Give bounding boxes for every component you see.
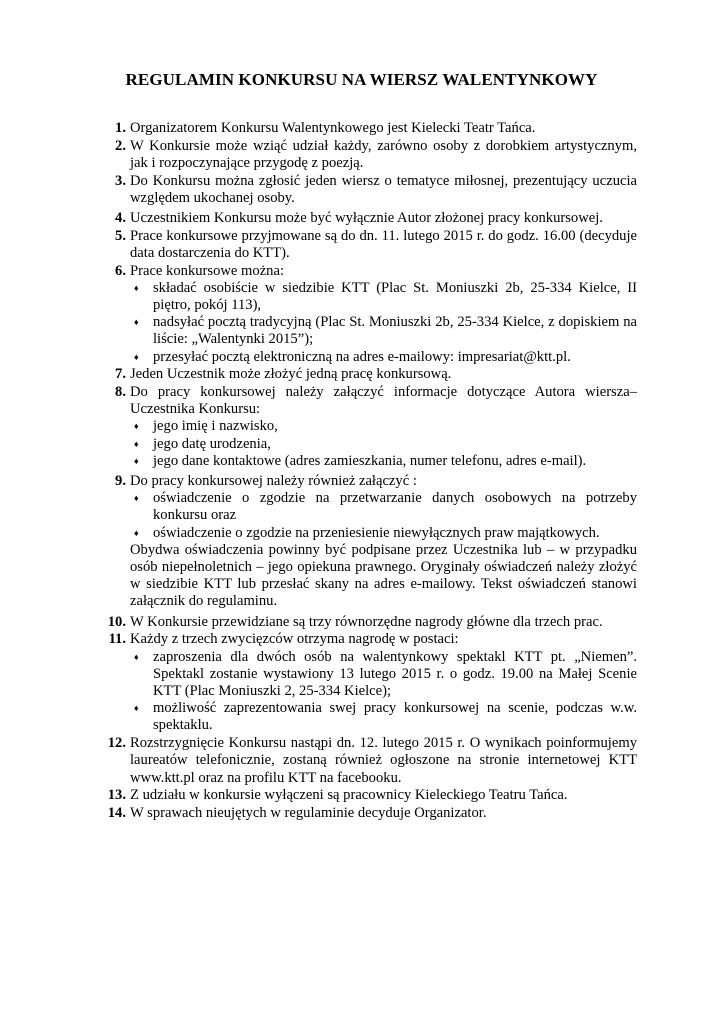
diamond-bullet-icon: ♦ bbox=[134, 317, 139, 328]
diamond-bullet-icon: ♦ bbox=[134, 438, 139, 449]
bullet-text: nadsyłać pocztą tradycyjną (Plac St. Moniuszki 2b, 25-334 Kielce, z dopiskiem na liście: „Walentynki 2015”); bbox=[153, 314, 637, 348]
bullet-text: oświadczenie o zgodzie na przeniesienie niewyłącznych praw majątkowych. bbox=[153, 524, 600, 541]
bullet-item bbox=[130, 314, 637, 348]
diamond-bullet-icon: ♦ bbox=[134, 351, 139, 362]
rule-text: W Konkursie może wziąć udział każdy, zarówno osoby z dorobkiem artystycznym, jak i rozpoczynające przygodę z poezją. bbox=[130, 137, 637, 171]
rules-list bbox=[100, 120, 637, 822]
diamond-bullet-icon: ♦ bbox=[134, 493, 139, 504]
bullet-text: zaproszenia dla dwóch osób na walentynkowy spektakl KTT pt. „Niemen”. Spektakl zostanie wystawiony 13 lutego 2015 r. o godz. 19.00 na Małej Scenie KTT (Plac Moniuszki 2, 25-334 Kielce); bbox=[153, 648, 637, 699]
bullet-item bbox=[130, 700, 637, 734]
rule-text: W sprawach nieujętych w regulaminie decyduje Organizator. bbox=[130, 804, 487, 821]
bullet-text: przesyłać pocztą elektroniczną na adres e-mailowy: impresariat@ktt.pl. bbox=[153, 348, 571, 365]
bullet-item bbox=[130, 418, 637, 435]
diamond-bullet-icon: ♦ bbox=[134, 703, 139, 714]
rule-number: 8. bbox=[115, 384, 126, 401]
rule-number: 1. bbox=[115, 120, 126, 136]
bullet-item bbox=[130, 280, 637, 314]
rule-number: 9. bbox=[115, 473, 126, 490]
rule-text: Organizatorem Konkursu Walentynkowego jest Kielecki Teatr Tańca. bbox=[130, 120, 536, 136]
document-title: REGULAMIN KONKURSU NA WIERSZ WALENTYNKOWY bbox=[125, 70, 598, 89]
bullet-item bbox=[130, 453, 637, 470]
rule-text: Do Konkursu można zgłosić jeden wiersz o tematyce miłosnej, prezentujący uczucia względem ukochanej osoby. bbox=[130, 172, 637, 206]
bullet-list bbox=[130, 490, 637, 542]
bullet-text: jego dane kontaktowe (adres zamieszkania, numer telefonu, adres e-mail). bbox=[153, 452, 587, 469]
bullet-text: możliwość zaprezentowania swej pracy konkursowej na scenie, podczas w.w. spektaklu. bbox=[153, 700, 637, 734]
rule-text: Jeden Uczestnik może złożyć jedną pracę konkursową. bbox=[130, 366, 452, 383]
diamond-bullet-icon: ♦ bbox=[134, 527, 139, 538]
rule-item bbox=[100, 173, 637, 207]
rule-text: Z udziału w konkursie wyłączeni są pracownicy Kieleckiego Teatru Tańca. bbox=[130, 787, 568, 804]
rule-item bbox=[100, 138, 637, 172]
rule-number: 3. bbox=[115, 172, 126, 189]
rule-item bbox=[100, 735, 637, 787]
diamond-bullet-icon: ♦ bbox=[134, 421, 139, 432]
rule-item bbox=[100, 614, 637, 631]
diamond-bullet-icon: ♦ bbox=[134, 651, 139, 662]
bullet-list bbox=[130, 280, 637, 366]
bullet-text: jego imię i nazwisko, bbox=[153, 418, 278, 435]
bullet-item bbox=[130, 649, 637, 701]
rule-text: Rozstrzygnięcie Konkursu nastąpi dn. 12. lutego 2015 r. O wynikach poinformujemy laureatów telefonicznie, zostaną również ogłoszone na stronie internetowej KTT www.ktt.pl oraz na profilu KTT na facebooku. bbox=[130, 735, 637, 786]
rule-number: 5. bbox=[115, 227, 126, 244]
bullet-item bbox=[130, 525, 637, 542]
rule-item bbox=[100, 366, 637, 383]
rule-item bbox=[100, 263, 637, 366]
rule-text: Do pracy konkursowej należy również załączyć : bbox=[130, 473, 417, 490]
rule-item bbox=[100, 473, 637, 611]
bullet-text: oświadczenie o zgodzie na przetwarzanie danych osobowych na potrzeby konkursu oraz bbox=[153, 490, 637, 524]
rule-item bbox=[100, 384, 637, 470]
rule-text: Uczestnikiem Konkursu może być wyłącznie Autor złożonej pracy konkursowej. bbox=[130, 210, 603, 227]
rule-item bbox=[100, 228, 637, 262]
rule-text: W Konkursie przewidziane są trzy równorzędne nagrody główne dla trzech prac. bbox=[130, 613, 603, 630]
diamond-bullet-icon: ♦ bbox=[134, 455, 139, 466]
rule-text: Do pracy konkursowej należy załączyć informacje dotyczące Autora wiersza– Uczestnika Konkursu: bbox=[130, 384, 637, 418]
rule-item bbox=[100, 805, 637, 822]
bullet-text: jego datę urodzenia, bbox=[153, 435, 271, 452]
bullet-list bbox=[130, 649, 637, 735]
rule-item bbox=[100, 210, 637, 227]
rule-note: Obydwa oświadczenia powinny być podpisane przez Uczestnika lub – w przypadku osób niepełnoletnich – jego opiekuna prawnego. Oryginały oświadczeń należy złożyć w siedzibie KTT lub przesłać skany na adres e-mailowy. Tekst oświadczeń stanowi załącznik do regulaminu. bbox=[130, 541, 637, 610]
bullet-list bbox=[130, 418, 637, 470]
rule-text: Prace konkursowe przyjmowane są do dn. 11. lutego 2015 r. do godz. 16.00 (decyduje data dostarczenia do KTT). bbox=[130, 227, 637, 261]
rule-text: Prace konkursowe można: bbox=[130, 262, 284, 279]
rule-number: 13. bbox=[107, 787, 126, 804]
rule-number: 4. bbox=[115, 210, 126, 227]
diamond-bullet-icon: ♦ bbox=[134, 282, 139, 293]
rule-number: 2. bbox=[115, 137, 126, 154]
rule-item bbox=[100, 787, 637, 804]
rule-number: 7. bbox=[115, 366, 126, 383]
rule-number: 10. bbox=[107, 613, 126, 630]
rule-number: 6. bbox=[115, 262, 126, 279]
bullet-item bbox=[130, 490, 637, 524]
rule-item bbox=[100, 631, 637, 734]
rule-item bbox=[100, 120, 637, 137]
rule-text: Każdy z trzech zwycięzców otrzyma nagrodę w postaci: bbox=[130, 631, 459, 648]
bullet-item bbox=[130, 349, 637, 366]
bullet-text: składać osobiście w siedzibie KTT (Plac St. Moniuszki 2b, 25-334 Kielce, II piętro, pokój 113), bbox=[153, 279, 637, 314]
rule-number: 12. bbox=[107, 735, 126, 752]
rule-number: 11. bbox=[108, 631, 126, 648]
bullet-item bbox=[130, 436, 637, 453]
rule-number: 14. bbox=[107, 804, 126, 821]
